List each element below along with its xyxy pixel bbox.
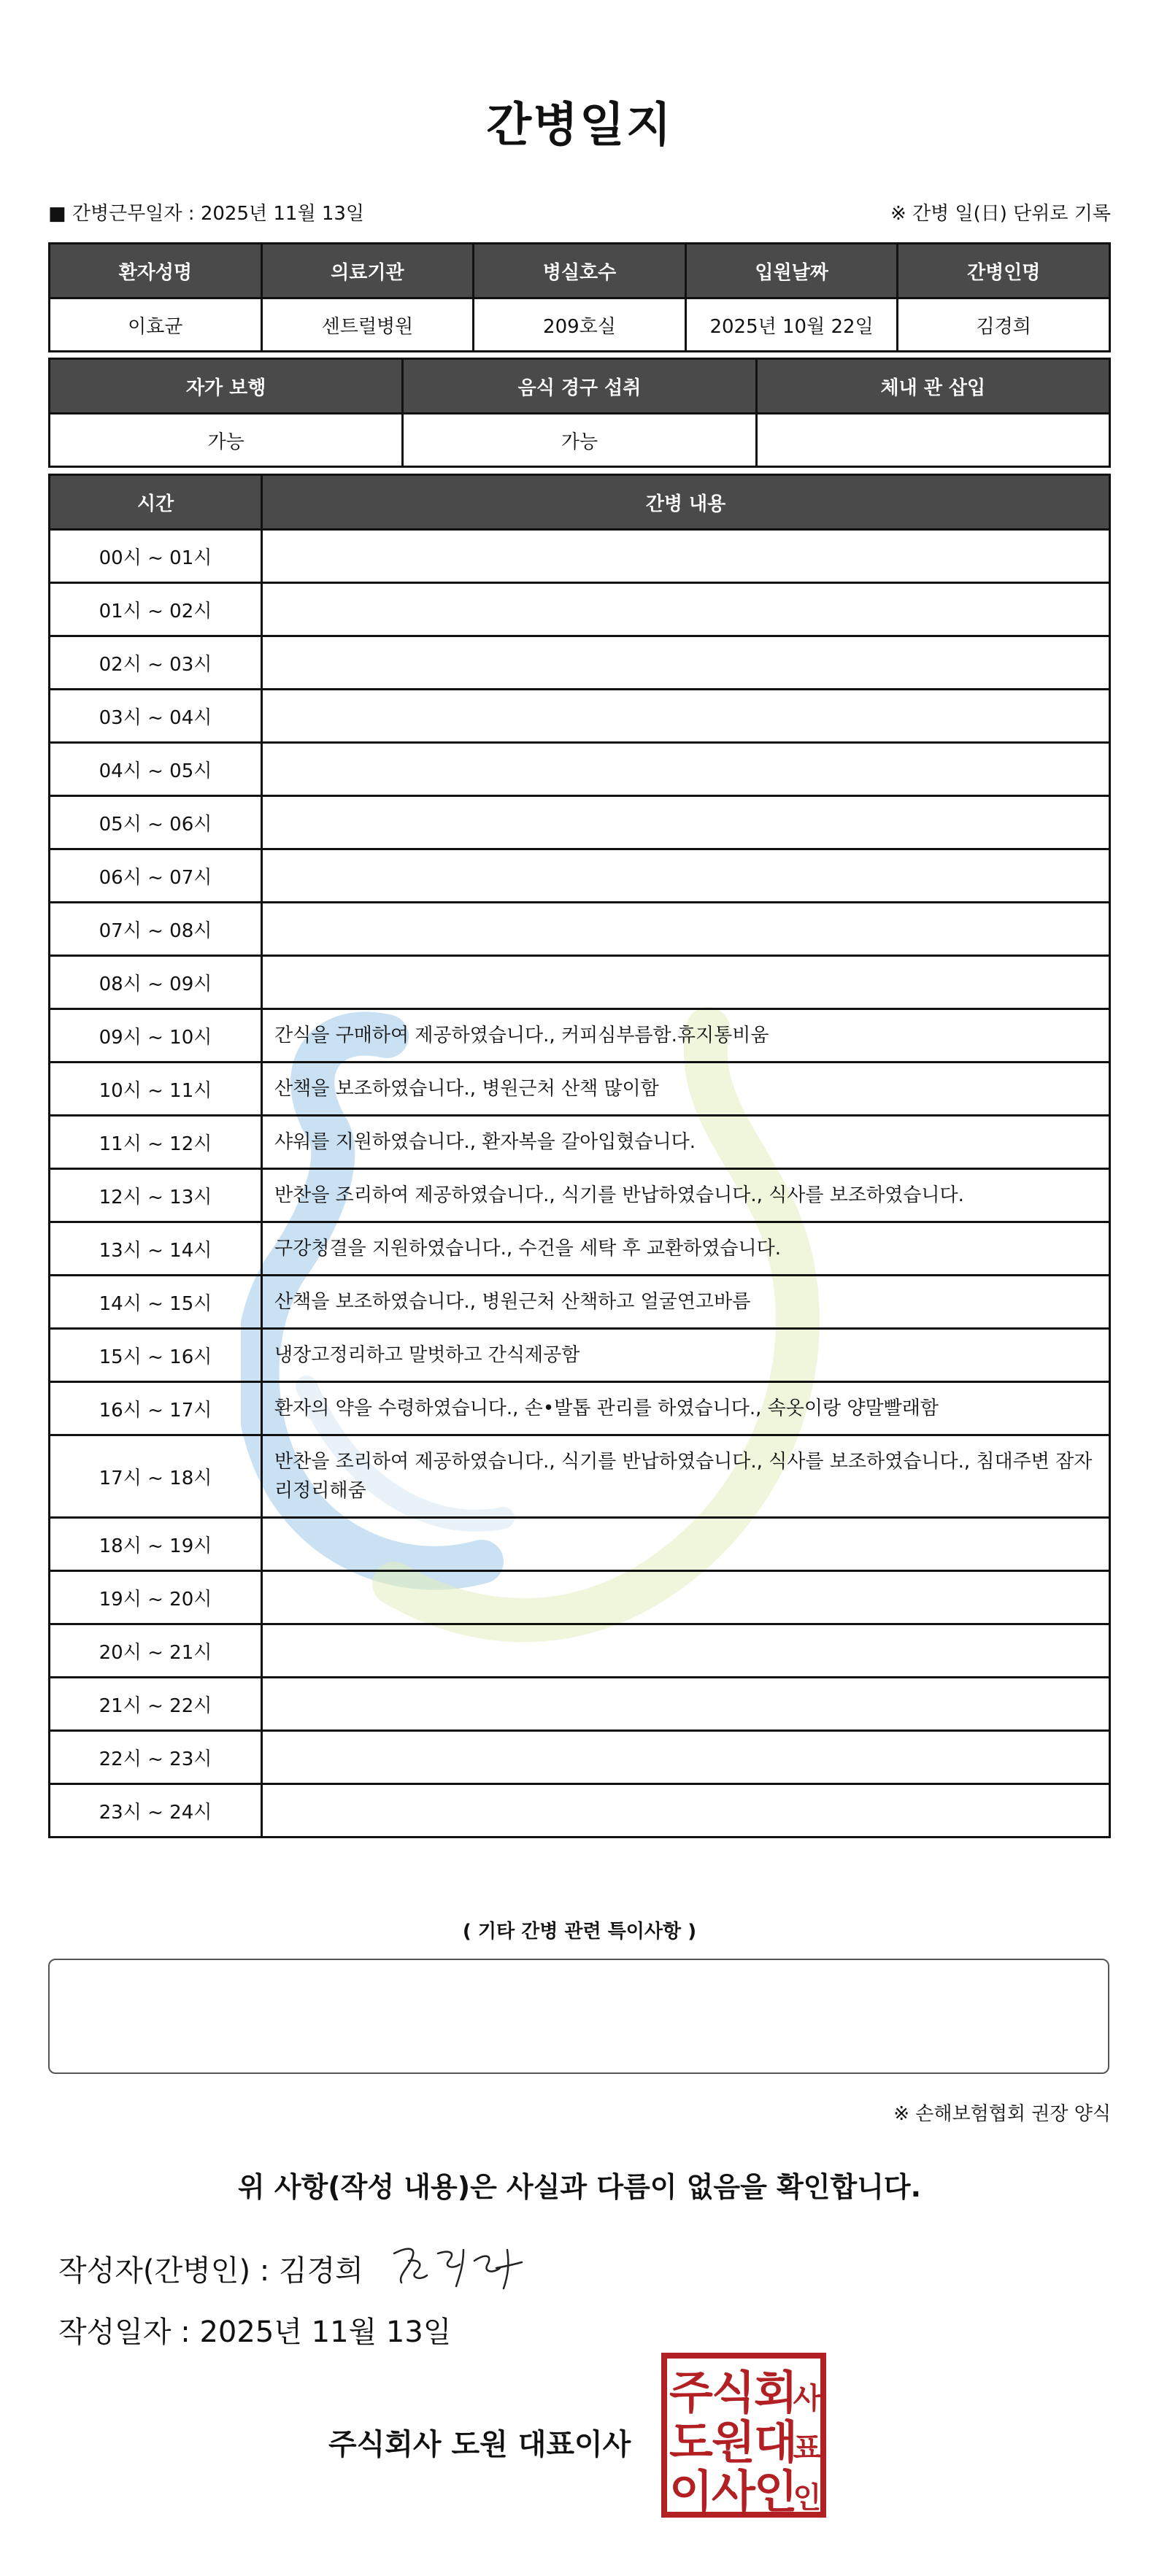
confirmation-statement: 위 사항(작성 내용)은 사실과 다름이 없음을 확인합니다. <box>237 2171 922 2203</box>
table-row <box>50 636 1110 690</box>
content-cell <box>262 903 1110 956</box>
content-cell <box>262 1678 1110 1731</box>
table-row <box>50 1382 1110 1435</box>
time-cell: 04시 ~ 05시 <box>50 743 262 796</box>
header-hospital: 의료기관 <box>261 244 474 298</box>
content-cell <box>262 1731 1110 1784</box>
time-cell: 08시 ~ 09시 <box>50 956 262 1009</box>
patient-info-header-row <box>50 244 1110 298</box>
content-cell <box>262 956 1110 1009</box>
content-cell <box>262 796 1110 849</box>
table-row <box>50 1169 1110 1222</box>
svg-text:사: 사 <box>793 2382 822 2415</box>
header-self-walking: 자가 보행 <box>50 359 403 414</box>
table-row <box>50 1435 1110 1518</box>
time-cell: 19시 ~ 20시 <box>50 1571 262 1624</box>
table-row <box>50 1731 1110 1784</box>
hospital-value: 센트럴병원 <box>261 298 474 352</box>
ability-header-row <box>50 359 1110 414</box>
header-admission-date: 입원날짜 <box>685 244 898 298</box>
header-patient-name: 환자성명 <box>50 244 262 298</box>
table-row <box>50 849 1110 903</box>
table-row <box>50 1784 1110 1837</box>
time-cell: 02시 ~ 03시 <box>50 636 262 690</box>
log-header-row <box>50 475 1110 530</box>
content-cell: 냉장고정리하고 말벗하고 간식제공함 <box>262 1329 1110 1382</box>
patient-info-table <box>48 242 1111 352</box>
svg-text:인: 인 <box>754 2465 798 2518</box>
table-row <box>50 530 1110 583</box>
handwritten-signature <box>387 2232 533 2297</box>
content-cell <box>262 1571 1110 1624</box>
table-row <box>50 1678 1110 1731</box>
time-cell: 23시 ~ 24시 <box>50 1784 262 1837</box>
table-row <box>50 796 1110 849</box>
content-cell: 반찬을 조리하여 제공하였습니다., 식기를 반납하였습니다., 식사를 보조하였습니다. <box>262 1169 1110 1222</box>
svg-text:이: 이 <box>669 2465 713 2518</box>
time-cell: 11시 ~ 12시 <box>50 1116 262 1169</box>
document-title: 간병일지 <box>486 99 673 153</box>
work-date: ■ 간병근무일자 : 2025년 11월 13일 <box>48 203 365 225</box>
table-row <box>50 1063 1110 1116</box>
content-cell: 간식을 구매하여 제공하였습니다., 커피심부름함.휴지통비움 <box>262 1009 1110 1063</box>
table-row <box>50 1518 1110 1571</box>
time-cell: 09시 ~ 10시 <box>50 1009 262 1063</box>
svg-text:도: 도 <box>669 2415 713 2469</box>
content-cell: 산책을 보조하였습니다., 병원근처 산책 많이함 <box>262 1063 1110 1116</box>
time-cell: 18시 ~ 19시 <box>50 1518 262 1571</box>
caregiver-value: 김경희 <box>898 298 1110 352</box>
room-value: 209호실 <box>474 298 686 352</box>
time-cell: 00시 ~ 01시 <box>50 530 262 583</box>
source-note: ※ 손해보험협회 권장 양식 <box>893 2103 1111 2125</box>
unit-note: ※ 간병 일(日) 단위로 기록 <box>890 203 1111 225</box>
content-cell: 반찬을 조리하여 제공하였습니다., 식기를 반납하였습니다., 식사를 보조하였습니다., 침대주변 잠자리정리해줌 <box>262 1435 1110 1518</box>
content-cell <box>262 690 1110 743</box>
ability-value-row <box>50 414 1110 467</box>
content-cell <box>262 636 1110 690</box>
table-row <box>50 1276 1110 1329</box>
time-cell: 10시 ~ 11시 <box>50 1063 262 1116</box>
table-row <box>50 583 1110 636</box>
ability-info-table <box>48 358 1111 468</box>
time-cell: 13시 ~ 14시 <box>50 1222 262 1276</box>
content-cell: 산책을 보조하였습니다., 병원근처 산책하고 얼굴연고바름 <box>262 1276 1110 1329</box>
time-cell: 17시 ~ 18시 <box>50 1435 262 1518</box>
table-row <box>50 1222 1110 1276</box>
table-row <box>50 903 1110 956</box>
svg-text:회: 회 <box>754 2366 798 2419</box>
time-cell: 21시 ~ 22시 <box>50 1678 262 1731</box>
company-representative: 주식회사 도원 대표이사 <box>328 2428 631 2461</box>
patient-info-value-row <box>50 298 1110 352</box>
svg-text:인: 인 <box>793 2481 822 2515</box>
self-walking-value: 가능 <box>50 414 403 467</box>
patient-name-value: 이효균 <box>50 298 262 352</box>
header-tube-insertion: 체내 관 삽입 <box>756 359 1109 414</box>
special-notes-title: ( 기타 간병 관련 특이사항 ) <box>462 1921 697 1943</box>
svg-text:원: 원 <box>712 2415 755 2469</box>
svg-text:대: 대 <box>754 2415 798 2469</box>
header-room: 병실호수 <box>474 244 686 298</box>
time-cell: 07시 ~ 08시 <box>50 903 262 956</box>
time-cell: 16시 ~ 17시 <box>50 1382 262 1435</box>
oral-intake-value: 가능 <box>403 414 756 467</box>
company-seal <box>661 2353 826 2518</box>
content-cell <box>262 1624 1110 1678</box>
content-cell: 샤워를 지원하였습니다., 환자복을 갈아입혔습니다. <box>262 1116 1110 1169</box>
time-cell: 15시 ~ 16시 <box>50 1329 262 1382</box>
time-cell: 05시 ~ 06시 <box>50 796 262 849</box>
time-cell: 03시 ~ 04시 <box>50 690 262 743</box>
content-cell <box>262 743 1110 796</box>
header-care-content: 간병 내용 <box>262 475 1110 530</box>
svg-text:사: 사 <box>712 2465 755 2518</box>
content-cell <box>262 1518 1110 1571</box>
care-log-table <box>48 474 1111 1838</box>
content-cell: 환자의 약을 수령하였습니다., 손•발톱 관리를 하였습니다., 속옷이랑 양말빨래함 <box>262 1382 1110 1435</box>
table-row <box>50 1624 1110 1678</box>
header-time: 시간 <box>50 475 262 530</box>
time-cell: 06시 ~ 07시 <box>50 849 262 903</box>
written-date-line: 작성일자 : 2025년 11월 13일 <box>58 2315 452 2349</box>
header-caregiver: 간병인명 <box>898 244 1110 298</box>
content-cell <box>262 530 1110 583</box>
time-cell: 01시 ~ 02시 <box>50 583 262 636</box>
special-notes-box <box>48 1959 1109 2074</box>
svg-text:식: 식 <box>712 2366 755 2419</box>
header-oral-intake: 음식 경구 섭취 <box>403 359 756 414</box>
admission-date-value: 2025년 10월 22일 <box>685 298 898 352</box>
table-row <box>50 1571 1110 1624</box>
writer-line: 작성자(간병인) : 김경희 <box>58 2254 363 2288</box>
time-cell: 14시 ~ 15시 <box>50 1276 262 1329</box>
tube-insertion-value <box>756 414 1109 467</box>
table-row <box>50 1116 1110 1169</box>
time-cell: 20시 ~ 21시 <box>50 1624 262 1678</box>
table-row <box>50 743 1110 796</box>
time-cell: 22시 ~ 23시 <box>50 1731 262 1784</box>
content-cell: 구강청결을 지원하였습니다., 수건을 세탁 후 교환하였습니다. <box>262 1222 1110 1276</box>
content-cell <box>262 849 1110 903</box>
table-row <box>50 690 1110 743</box>
table-row <box>50 1009 1110 1063</box>
table-row <box>50 956 1110 1009</box>
table-row <box>50 1329 1110 1382</box>
content-cell <box>262 583 1110 636</box>
svg-text:표: 표 <box>793 2432 822 2465</box>
svg-text:주: 주 <box>669 2366 713 2419</box>
time-cell: 12시 ~ 13시 <box>50 1169 262 1222</box>
content-cell <box>262 1784 1110 1837</box>
